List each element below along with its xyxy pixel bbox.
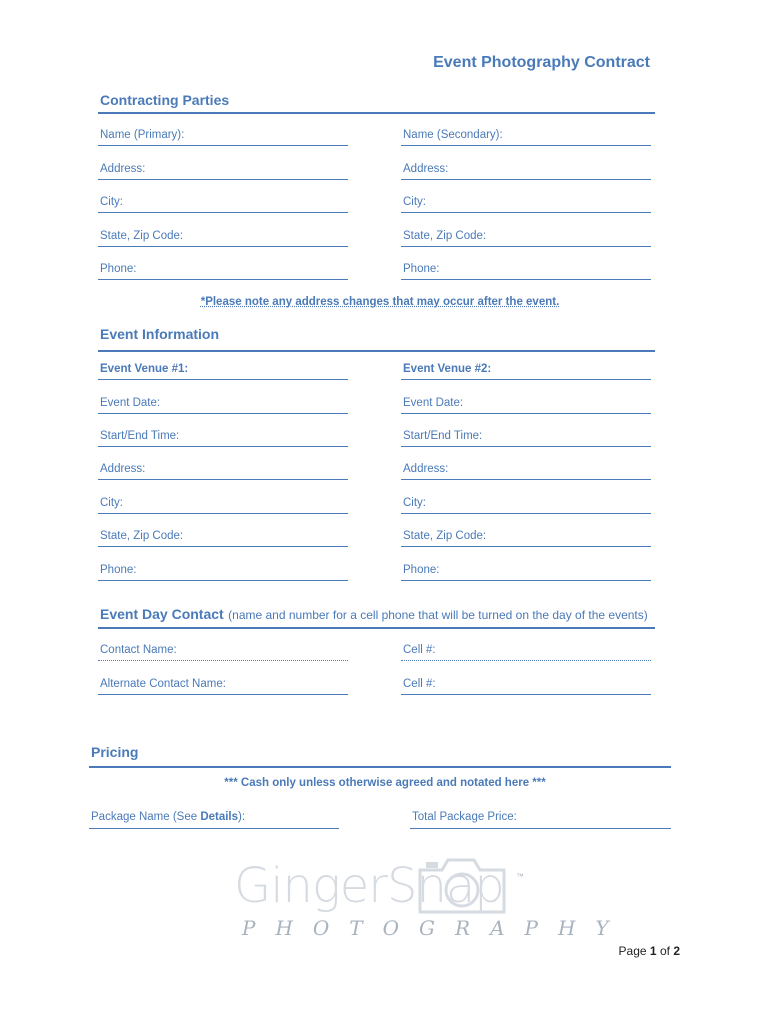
phone-primary-field[interactable] [98,278,348,280]
name-secondary-label: Name (Secondary): [403,129,503,141]
venue-state-zip-1-label: State, Zip Code: [100,530,184,542]
contact-cell-label: Cell #: [403,644,436,656]
venue-state-zip-2-field[interactable] [401,545,651,547]
city-primary-field[interactable] [98,211,348,213]
state-zip-secondary-field[interactable] [401,245,651,247]
contact-name-field[interactable] [98,659,348,661]
logo-subtitle: PHOTOGRAPHY [242,916,629,940]
event-venue-1-label: Event Venue #1: [100,363,189,375]
page-of: of [659,944,670,958]
venue-phone-2-field[interactable] [401,579,651,581]
venue-phone-2-label: Phone: [403,564,440,576]
venue-city-1-label: City: [100,497,123,509]
venue-state-zip-2-label: State, Zip Code: [403,530,487,542]
event-date-1-label: Event Date: [100,397,161,409]
name-secondary-field[interactable] [401,144,651,146]
venue-state-zip-1-field[interactable] [98,545,348,547]
venue-city-1-field[interactable] [98,512,348,514]
section-rule [89,766,671,768]
details-link[interactable]: Details [200,811,239,823]
state-zip-secondary-label: State, Zip Code: [403,230,487,242]
alternate-cell-field[interactable] [401,693,651,695]
venue-phone-1-field[interactable] [98,579,348,581]
package-name-label [91,811,245,823]
alternate-contact-name-label: Alternate Contact Name: [100,678,226,690]
contracting-parties-heading: Contracting Parties [100,92,230,108]
package-name-field[interactable] [89,827,339,829]
total-package-price-label: Total Package Price: [412,811,517,823]
venue-address-2-field[interactable] [401,478,651,480]
address-change-note: *Please note any address changes that may occur after the event. [200,296,560,308]
alternate-cell-label: Cell #: [403,678,436,690]
section-rule [98,112,655,114]
phone-secondary-label: Phone: [403,263,440,275]
name-primary-label: Name (Primary): [100,129,185,141]
alternate-contact-name-field[interactable] [98,693,348,695]
state-zip-primary-label: State, Zip Code: [100,230,184,242]
logo-wordmark: GingerSnap [234,858,504,914]
start-end-time-1-field[interactable] [98,445,348,447]
event-day-contact-heading: Event Day Contact [100,606,224,622]
city-primary-label: City: [100,196,123,208]
logo-trademark: ™ [516,872,524,881]
state-zip-primary-field[interactable] [98,245,348,247]
event-day-contact-heading-row [100,606,648,624]
total-package-price-field[interactable] [410,827,671,829]
venue-address-2-label: Address: [403,463,449,475]
contact-cell-field[interactable] [401,659,651,661]
venue-phone-1-label: Phone: [100,564,137,576]
page-current: 1 [649,944,657,958]
contact-name-label: Contact Name: [100,644,177,656]
package-label-prefix: Package Name (See [91,811,201,823]
page-word: Page [618,944,647,958]
name-primary-field[interactable] [98,144,348,146]
event-date-2-field[interactable] [401,412,651,414]
city-secondary-label: City: [403,196,426,208]
event-date-1-field[interactable] [98,412,348,414]
venue-city-2-label: City: [403,497,426,509]
page-indicator [619,944,680,958]
phone-secondary-field[interactable] [401,278,651,280]
address-primary-label: Address: [100,163,146,175]
section-rule [98,627,655,629]
section-rule [98,350,655,352]
gingersnap-logo [234,852,629,942]
package-label-suffix: ): [238,811,246,823]
event-day-contact-subheading: (name and number for a cell phone that will be turned on the day of the events) [228,608,648,622]
event-venue-2-field[interactable] [401,378,651,380]
cash-only-note: *** Cash only unless otherwise agreed and notated here *** [224,777,546,789]
start-end-time-2-label: Start/End Time: [403,430,483,442]
address-primary-field[interactable] [98,178,348,180]
venue-city-2-field[interactable] [401,512,651,514]
venue-address-1-label: Address: [100,463,146,475]
start-end-time-1-label: Start/End Time: [100,430,180,442]
event-venue-2-label: Event Venue #2: [403,363,492,375]
pricing-heading: Pricing [91,744,139,760]
event-information-heading: Event Information [100,326,220,342]
start-end-time-2-field[interactable] [401,445,651,447]
event-venue-1-field[interactable] [98,378,348,380]
venue-address-1-field[interactable] [98,478,348,480]
city-secondary-field[interactable] [401,211,651,213]
address-secondary-field[interactable] [401,178,651,180]
address-secondary-label: Address: [403,163,449,175]
page-title: Event Photography Contract [433,54,650,71]
event-date-2-label: Event Date: [403,397,464,409]
phone-primary-label: Phone: [100,263,137,275]
page-total: 2 [673,944,680,958]
